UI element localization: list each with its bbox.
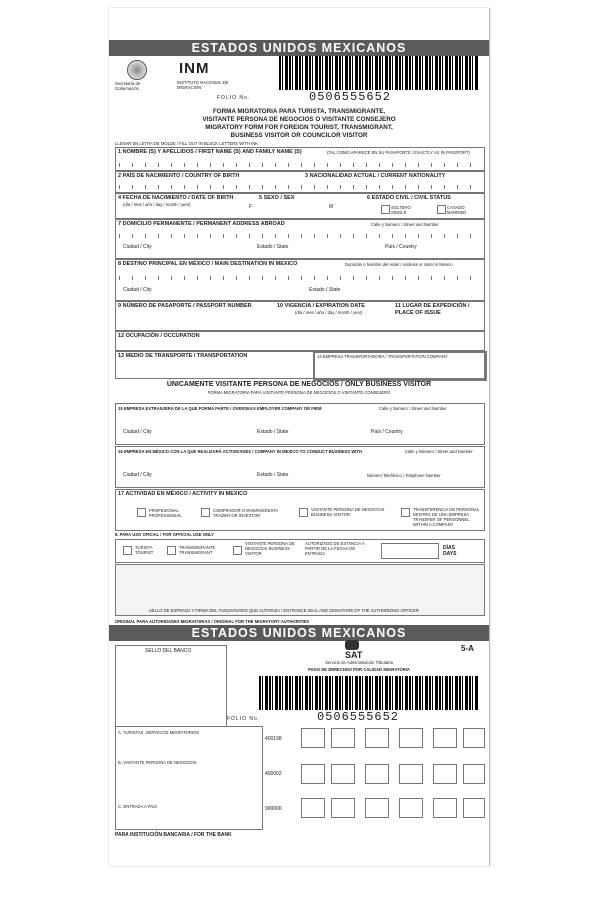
fee-row-1-label: A. TURISTAS, SERVICIOS MIGRATORIOS (118, 730, 200, 735)
fee-digit-box[interactable] (399, 798, 423, 818)
civil-married-checkbox[interactable] (437, 205, 446, 214)
field-15-label: 15 EMPRESA EXTRANJERA DE LA QUE FORMA PARTE / OVERSEAS EMPLOYER COMPANY OR FIRM (118, 406, 322, 411)
fee-digit-box[interactable] (463, 728, 485, 748)
activity-professional-label: PROFESIONAL PROFESSIONAL (149, 508, 182, 518)
fee-digit-box[interactable] (331, 764, 355, 784)
field-5-label (259, 195, 294, 202)
field-16-phone: Número Telefónico / Telephone Number (367, 473, 441, 478)
official-days-input[interactable] (381, 543, 439, 559)
sat-form-title: PAGO DE DERECHOS POR CALIDAD MIGRATORIA (308, 667, 410, 672)
field-11-label (395, 303, 475, 317)
field-16-state: Estado / State (257, 472, 289, 478)
fee-row-3-code: 900006 (265, 806, 282, 812)
field-8-label (118, 261, 297, 268)
fee-row-2-code: 400002 (265, 771, 282, 777)
field-7-ticks (119, 234, 479, 238)
activity-business-label: VISITANTE PERSONA DE NEGOCIOS BUSINESS VISITOR (311, 507, 385, 517)
activity-business-checkbox[interactable] (299, 508, 308, 517)
field-14-num: 14 (317, 354, 322, 359)
field-6-label (367, 195, 451, 202)
field-11-num: 11 (395, 303, 401, 309)
form-title (159, 108, 439, 140)
field-8-city: Ciudad / City (123, 287, 152, 293)
field-10-note: (día / mes / año / day / month / year) (295, 310, 363, 315)
sat-logo: SAT (345, 650, 363, 660)
field-14-label (317, 354, 448, 359)
field-8-note: Domicilio o Nombre del Hotel / Address or Hotel in Mexico (345, 262, 453, 267)
fee-digit-box[interactable] (301, 728, 325, 748)
field-5-num: 5 (259, 195, 263, 201)
fee-digit-box[interactable] (365, 728, 389, 748)
field-9-num: 9 (118, 303, 122, 309)
field-13-label (118, 353, 247, 360)
field-7-text: DOMICILIO PERMANENTE / PERMANENT ADDRESS ABROAD (122, 221, 285, 227)
fee-digit-box[interactable] (365, 764, 389, 784)
field-10-num: 10 (277, 303, 284, 309)
activity-trader-label: COMPRADOR O INVERSIONISTA TRADER OR INVESTOR (213, 508, 279, 518)
field-4-num: 4 (118, 195, 122, 201)
field-13-text: MEDIO DE TRANSPORTE / TRANSPORTATION (125, 353, 248, 359)
bank-folio-label: FOLIO No. (227, 716, 261, 722)
field-9-label (118, 303, 252, 310)
field-2-num: 2 (118, 173, 122, 179)
national-seal-icon (127, 60, 147, 80)
fee-digit-box[interactable] (433, 728, 457, 748)
official-title: 8. PARA USO OFICIAL / FOR OFFICIAL USE ONLY (115, 532, 215, 537)
field-8-state: Estado / State (309, 287, 341, 293)
field-16-label: 16 EMPRESA EN MÉXICO CON LA QUE REALIZARÁ ACTIVIDADES / COMPANY IN MEXICO TO CONDUCT BUSINESS WITH (118, 449, 363, 454)
seal-caption: SELLO DE ENTRADA Y FIRMA DEL FUNCIONARIO QUE AUTORIZA / ENTRANCE SEAL AND SIGNATURE OF THE AUTHORIZING OFFICER (149, 608, 419, 613)
field-5-text: SEXO / SEX (263, 195, 295, 201)
fee-digit-box[interactable] (331, 798, 355, 818)
official-tourist-checkbox[interactable] (123, 546, 132, 555)
field-6-text: ESTADO CIVIL / CIVIL STATUS (371, 195, 451, 201)
field-1-num: 1 (118, 149, 122, 155)
activity-trader-checkbox[interactable] (201, 508, 210, 517)
field-2-text: PAÍS DE NACIMIENTO / COUNTRY OF BIRTH (122, 173, 240, 179)
field-8-num: 8 (118, 261, 122, 267)
official-transmigrant-label: TRANSMIGRANTE TRANSMIGRANT (179, 545, 216, 555)
field-16-street: Calle y Número / Street and Number (405, 449, 473, 454)
field-3-num: 3 (305, 173, 309, 179)
field-4-label (118, 195, 248, 202)
inm-subtitle: INSTITUTO NACIONAL DE MIGRACIÓN (177, 80, 229, 90)
fee-digit-box[interactable] (399, 728, 423, 748)
field-8-ticks (119, 276, 479, 280)
official-authorized-label: AUTORIZADO DE ESTANCIA A PARTIR DE LA FECHA DE ENTRADA (305, 541, 365, 556)
sex-f-option[interactable]: F (249, 204, 253, 210)
field-12-label (118, 333, 200, 340)
fields-2-3-ticks (119, 185, 479, 189)
field-4-note: (día / mes / año / day / month / year) (123, 202, 191, 207)
field-1-note: (TAL COMO APARECE EN SU PASAPORTE / EXACTLY AS IN PASSPORT) (327, 150, 470, 155)
bank-footer: PARA INSTITUCIÓN BANCARIA / FOR THE BANK (115, 832, 232, 838)
fee-digit-box[interactable] (433, 764, 457, 784)
bank-folio-number: 0506555652 (317, 710, 400, 724)
field-7-label (118, 221, 285, 228)
activity-professional-checkbox[interactable] (137, 508, 146, 517)
field-13-num: 13 (118, 353, 125, 359)
fee-row-3-label: C. ENTRADA A PAÍS (118, 804, 158, 809)
field-14-text: EMPRESA TRANSPORTADORA / TRANSPORTATION COMPANY (322, 354, 448, 359)
form-title-line1: FORMA MIGRATORIA PARA TURISTA, TRANSMIGRANTE, (212, 108, 386, 115)
field-12-text: OCUPACIÓN / OCCUPATION (125, 333, 200, 339)
field-16-city: Ciudad / City (123, 472, 152, 478)
bank-banner: ESTADOS UNIDOS MEXICANOS (109, 625, 489, 641)
field-1-label (118, 149, 302, 156)
field-15-state: Estado / State (257, 429, 289, 435)
business-section-subtitle: FORMA MIGRATORIA PARA VISITANTE PERSONA DE NEGOCIOS O VISITANTE CONSEJERO (207, 390, 391, 395)
field-3-label (305, 173, 445, 180)
field-15-street: Calle y Número / Street and Number (379, 406, 447, 411)
field-8-text: DESTINO PRINCIPAL EN MÉXICO / MAIN DESTINATION IN MEXICO (122, 261, 298, 267)
official-business-label: VISITANTE PERSONA DE NEGOCIOS BUSINESS VISITOR (245, 541, 295, 556)
bank-seal-label: SELLO DEL BANCO (145, 648, 192, 654)
field-10-label (277, 303, 377, 310)
official-tourist-label: TURISTA TOURIST (135, 545, 154, 555)
fee-row-1-code: 400198 (265, 736, 282, 742)
official-transmigrant-checkbox[interactable] (167, 546, 176, 555)
activity-transfer-label: TRANSFERENCIA DE PERSONAL DENTRO DE UNA EMPRESA TRANSFER OF PERSONNEL WITHIN A COMPANY (413, 507, 479, 527)
civil-married-label: CASADO MARRIED (447, 205, 467, 215)
field-12-num: 12 (118, 333, 125, 339)
folio-label: FOLIO No. (217, 95, 251, 101)
fee-digit-box[interactable] (301, 798, 325, 818)
field-1-ticks (119, 163, 479, 167)
field-2-label (118, 173, 239, 180)
field-6-num: 6 (367, 195, 371, 201)
field-9-text: NÚMERO DE PASAPORTE / PASSPORT NUMBER (122, 303, 252, 309)
instructions: LLENAR EN LETRA DE MOLDE / FILL OUT IN BLOCK LETTERS WITH INK (115, 141, 259, 146)
civil-single-label: SOLTERO SINGLE (391, 205, 411, 215)
field-17-label: 17 ACTIVIDAD EN MÉXICO / ACTIVITY IN MEXICO (118, 491, 248, 497)
sex-m-option[interactable]: M (329, 204, 334, 210)
form-title-line4: BUSINESS VISITOR OR COUNCILOR VISITOR (230, 132, 368, 139)
form-code: 5-A (461, 644, 474, 653)
official-days-label: DÍAS DAYS (443, 545, 457, 557)
folio-number: 0506555652 (309, 90, 392, 104)
field-3-text: NACIONALIDAD ACTUAL / CURRENT NATIONALITY (309, 173, 446, 179)
fee-digit-box[interactable] (365, 798, 389, 818)
fee-row-2-label: B. VISITANTE PERSONA DE NEGOCIOS (118, 760, 197, 765)
fee-labels-box (115, 726, 263, 830)
field-4-text: FECHA DE NACIMIENTO / DATE OF BIRTH (122, 195, 234, 201)
field-7-city: Ciudad / City (123, 244, 152, 250)
field-7-country: País / Country (385, 244, 417, 250)
ministry-label: Secretaría de Gobernación (115, 81, 141, 91)
field-1-text: NOMBRE (S) Y APELLIDOS / FIRST NAME (S) AND FAMILY NAME (S) (122, 149, 302, 155)
business-section-title: ÚNICAMENTE VISITANTE PERSONA DE NEGOCIOS / ONLY BUSINESS VISITOR (166, 381, 432, 388)
header-banner: ESTADOS UNIDOS MEXICANOS (109, 40, 489, 56)
original-note: ORIGINAL PARA AUTORIDADES MIGRATORIAS / ORIGINAL FOR THE MIGRATORY AUTHORITIES (115, 619, 310, 624)
sat-subtitle: Servicio de Administración Tributaria (325, 660, 393, 665)
folio-barcode (279, 56, 479, 90)
activity-transfer-checkbox[interactable] (401, 508, 410, 517)
field-15-country: País / Country (371, 429, 403, 435)
fee-digit-box[interactable] (301, 764, 325, 784)
bank-seal-box (115, 645, 227, 727)
fee-digit-box[interactable] (433, 798, 457, 818)
field-15-city: Ciudad / City (123, 429, 152, 435)
fee-digit-box[interactable] (399, 764, 423, 784)
field-7-street: Calle y Número / Street and Number (371, 222, 439, 227)
migratory-form-sheet (109, 8, 490, 866)
field-11-text: LUGAR DE EXPEDICIÓN / PLACE OF ISSUE (395, 303, 470, 316)
inm-logo: INM (179, 60, 210, 77)
field-7-num: 7 (118, 221, 122, 227)
official-business-checkbox[interactable] (233, 546, 242, 555)
civil-single-checkbox[interactable] (381, 205, 390, 214)
fee-digit-box[interactable] (463, 798, 485, 818)
field-10-text: VIGENCIA / EXPIRATION DATE (284, 303, 365, 309)
sat-logo-icon (345, 640, 359, 650)
form-title-line2: VISITANTE PERSONA DE NEGOCIOS O VISITANTE CONSEJERO (202, 116, 396, 123)
field-7-state: Estado / State (257, 244, 289, 250)
bank-folio-barcode (259, 676, 479, 710)
fee-digit-box[interactable] (331, 728, 355, 748)
form-title-line3: MIGRATORY FORM FOR FOREIGN TOURIST, TRANSMIGRANT, (205, 124, 393, 131)
fee-digit-box[interactable] (463, 764, 485, 784)
